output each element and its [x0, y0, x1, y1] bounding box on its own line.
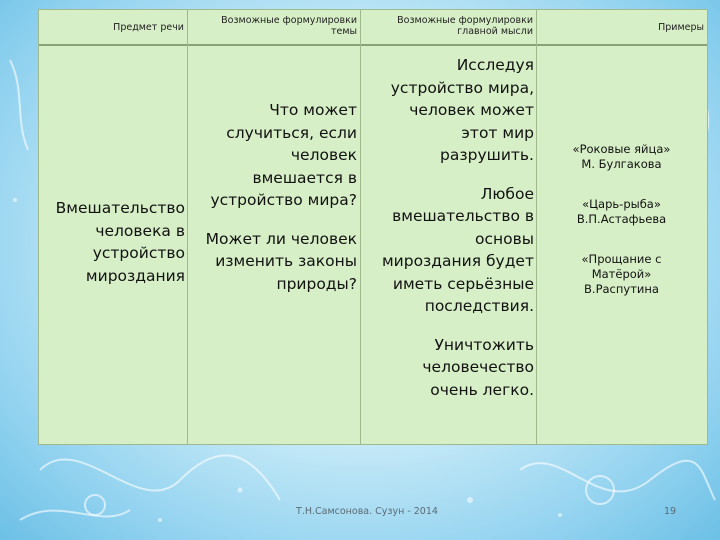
idea-line: человечество	[422, 358, 534, 376]
theme-line: человек	[290, 146, 357, 164]
idea-line: последствия.	[424, 297, 534, 315]
example-author: М. Булгакова	[581, 157, 662, 171]
page-number: 19	[663, 506, 677, 517]
example-author: Матёрой»	[591, 267, 652, 281]
example-item	[536, 142, 707, 172]
examples-spacer	[536, 172, 707, 197]
theme-cell	[187, 99, 357, 295]
idea-line: устройство мира,	[390, 78, 534, 97]
header-examples	[536, 10, 707, 44]
idea-line: Уничтожить	[434, 335, 534, 354]
header-idea	[360, 10, 536, 44]
idea-line: Любое	[480, 184, 534, 203]
theme-line: вмешается в	[252, 168, 357, 187]
idea-line: мироздания будет	[381, 252, 534, 270]
subject-line: мироздания	[85, 266, 185, 285]
idea-line: человек может	[409, 101, 534, 119]
idea-line: иметь серьёзные	[392, 274, 534, 293]
example-item	[536, 252, 707, 297]
header-theme	[187, 10, 360, 44]
idea-cell	[360, 54, 534, 401]
idea-spacer	[360, 167, 534, 183]
idea-line: Исследуя	[456, 56, 534, 74]
subject-cell	[39, 197, 185, 287]
theme-line: изменить законы	[215, 252, 357, 270]
comparison-table	[38, 9, 708, 445]
theme-line: устройство мира?	[210, 191, 357, 209]
example-item	[536, 197, 707, 227]
idea-line: очень легко.	[430, 380, 534, 399]
header-examples-label: Примеры	[658, 21, 704, 33]
example-author: В.Распутина	[584, 282, 659, 296]
header-subject	[39, 10, 187, 44]
example-title: «Прощание с	[581, 252, 662, 266]
table-header	[39, 10, 707, 46]
header-subject-label: Предмет речи	[113, 21, 184, 33]
idea-spacer	[360, 318, 534, 334]
idea-line: разрушить.	[440, 146, 534, 164]
footer-credit: Т.Н.Самсонова. Сузун - 2014	[296, 506, 438, 517]
examples-spacer	[536, 227, 707, 252]
header-idea-line: Возможные формулировки	[397, 15, 533, 26]
header-theme-line: Возможные формулировки	[221, 15, 357, 26]
theme-line: Может ли человек	[205, 229, 357, 248]
header-theme-line: темы	[330, 26, 357, 37]
theme-line: Что может	[269, 101, 357, 119]
header-idea-line: главной мысли	[457, 26, 533, 37]
theme-spacer	[187, 212, 357, 228]
idea-line: этот мир	[461, 123, 534, 142]
subject-line: устройство	[92, 244, 185, 262]
theme-line: природы?	[276, 274, 357, 293]
example-title: «Царь-рыба»	[582, 197, 661, 211]
examples-cell	[536, 142, 707, 297]
subject-line: Вмешательство	[55, 199, 185, 217]
idea-line: основы	[475, 229, 534, 248]
theme-line: случиться, если	[226, 123, 357, 142]
idea-line: вмешательство в	[392, 207, 534, 225]
subject-line: человека в	[95, 221, 185, 240]
example-title: «Роковые яйца»	[572, 142, 671, 156]
example-author: В.П.Астафьева	[576, 212, 667, 226]
